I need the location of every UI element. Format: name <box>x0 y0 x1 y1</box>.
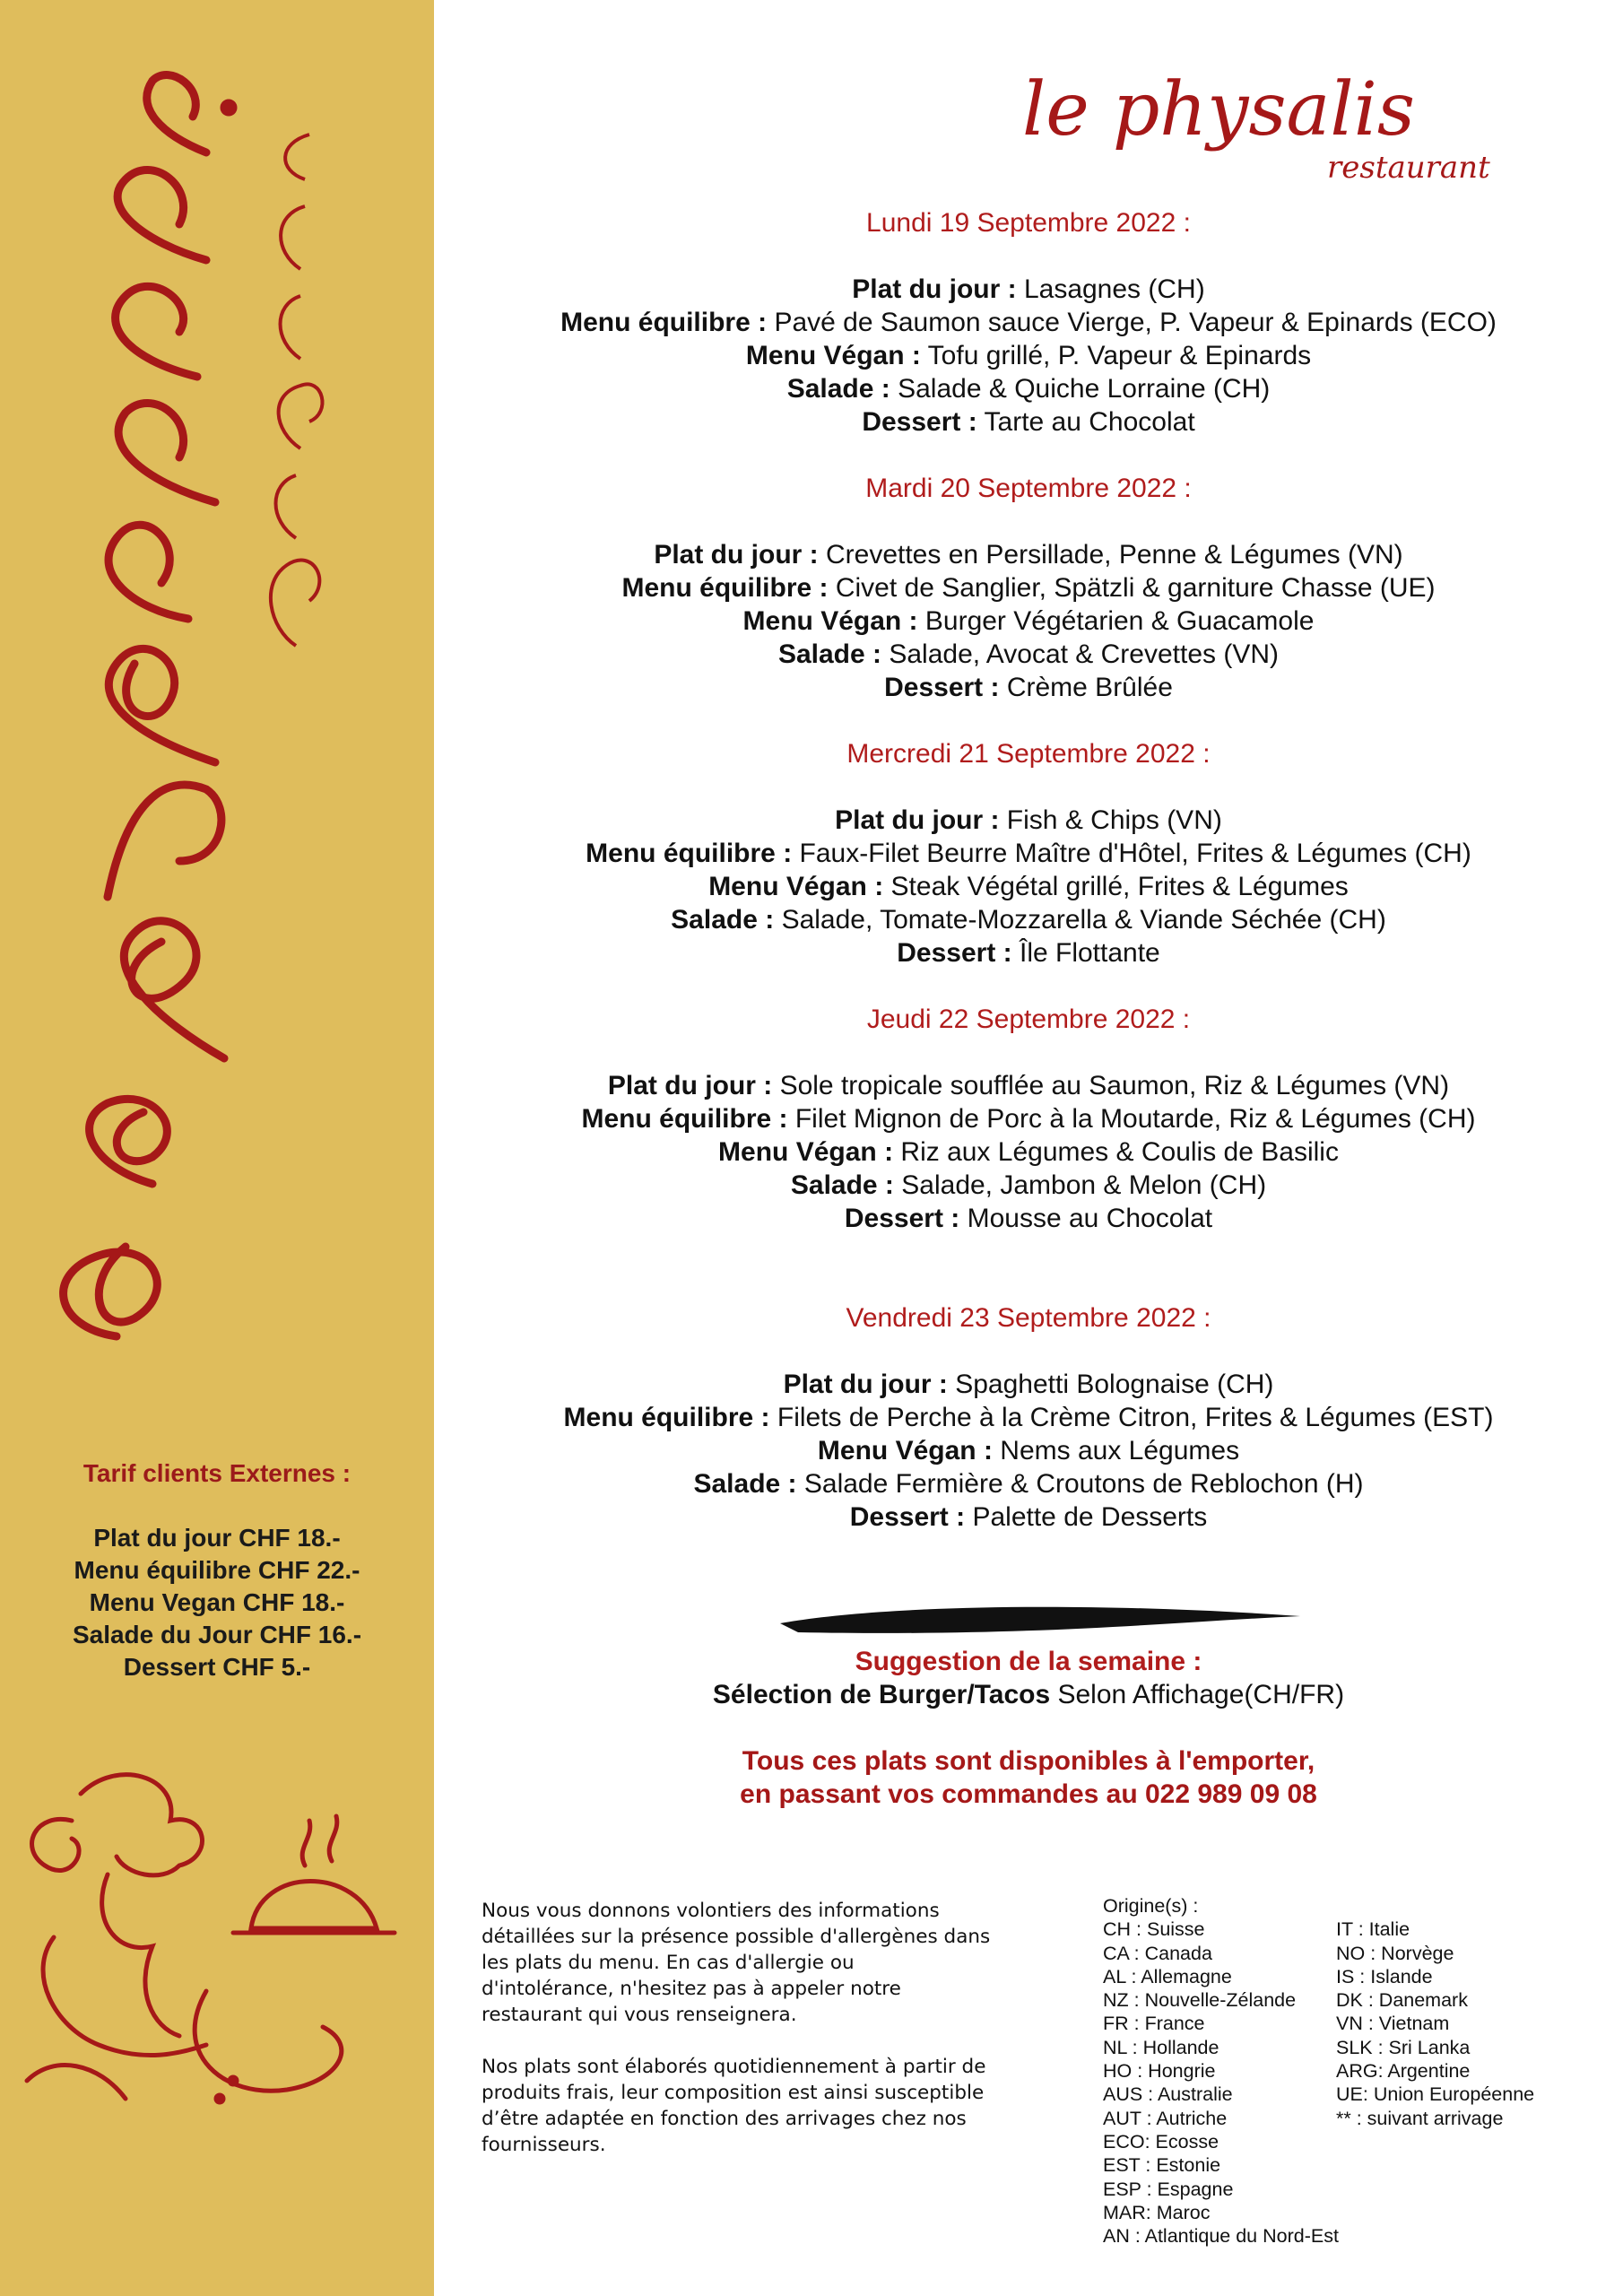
origin-item: EST : Estonie <box>1103 2154 1221 2177</box>
origin-item: CA : Canada <box>1103 1942 1212 1964</box>
item-label: Menu Végan : <box>742 606 918 636</box>
item-value: Île Flottante <box>1011 938 1160 968</box>
rate-salade: Salade du Jour CHF 16.- <box>72 1621 362 1648</box>
brand-logo <box>1004 63 1560 197</box>
menu-row <box>434 1434 1623 1467</box>
item-label: Salade : <box>777 639 882 669</box>
suggestion-label: Sélection de Burger/Tacos <box>712 1680 1051 1709</box>
item-label: Dessert : <box>849 1502 966 1532</box>
origin-item: SLK : Sri Lanka <box>1336 2036 1471 2058</box>
item-label: Salade : <box>671 905 775 935</box>
menu-row <box>434 1500 1623 1534</box>
day-tuesday <box>434 472 1623 704</box>
day-title: Mercredi 21 Septembre 2022 : <box>846 739 1211 769</box>
info-line: restaurant qui vous renseignera. <box>482 2004 797 2026</box>
item-value: Tarte au Chocolat <box>976 407 1195 437</box>
item-label: Menu Végan : <box>745 341 921 370</box>
menu-row <box>434 936 1623 970</box>
origin-item: NZ : Nouvelle-Zélande <box>1103 1989 1297 2012</box>
item-label: Salade : <box>786 374 890 404</box>
origin-item: AUS : Australie <box>1103 2083 1233 2106</box>
item-label: Salade : <box>693 1469 797 1499</box>
day-title: Mardi 20 Septembre 2022 : <box>865 474 1192 503</box>
fresh-products-paragraph <box>482 2054 1055 2158</box>
origins-title: Origine(s) : <box>1103 1895 1199 1917</box>
swash-divider <box>771 1596 1309 1650</box>
allergen-info <box>482 1898 1055 2184</box>
item-label: Menu équilibre : <box>563 1403 770 1432</box>
origin-item: NO : Norvège <box>1336 1942 1454 1964</box>
item-label: Menu équilibre : <box>560 308 768 337</box>
item-value: Faux-Filet Beurre Maître d'Hôtel, Frites & Légumes (CH) <box>792 839 1471 868</box>
rate-menu-vegan: Menu Vegan CHF 18.- <box>89 1588 345 1616</box>
day-monday <box>434 206 1623 439</box>
menu-row <box>434 1467 1623 1500</box>
item-value: Salade Fermière & Croutons de Reblochon (H) <box>796 1469 1364 1499</box>
item-value: Riz aux Légumes & Coulis de Basilic <box>893 1137 1339 1167</box>
item-value: Lasagnes (CH) <box>1016 274 1205 304</box>
menu-row <box>434 804 1623 837</box>
day-wednesday <box>434 737 1623 970</box>
external-rates-title: Tarif clients Externes : <box>82 1459 352 1487</box>
origin-item: ECO: Ecosse <box>1103 2130 1219 2152</box>
item-value: Spaghetti Bolognaise (CH) <box>947 1370 1274 1399</box>
item-value: Burger Végétarien & Guacamole <box>917 606 1315 636</box>
weekly-menu <box>434 206 1623 1534</box>
menu-row <box>434 870 1623 903</box>
info-line: d'intolérance, n'hesitez pas à appeler notre <box>482 1978 901 2000</box>
item-value: Sole tropicale soufflée au Saumon, Riz & Légumes (VN) <box>772 1071 1450 1100</box>
item-value: Filet Mignon de Porc à la Moutarde, Riz & Légumes (CH) <box>787 1104 1476 1134</box>
origin-item: NL : Hollande <box>1103 2036 1219 2058</box>
menu-row <box>434 638 1623 671</box>
origin-item: CH : Suisse <box>1103 1918 1205 1941</box>
item-label: Menu Végan : <box>718 1137 894 1167</box>
item-label: Menu équilibre : <box>586 839 793 868</box>
takeaway-line-2: en passant vos commandes au 022 989 09 08 <box>740 1779 1317 1809</box>
menu-row <box>434 1102 1623 1135</box>
brand-subtitle: restaurant <box>1327 150 1490 186</box>
takeaway-notice <box>434 1744 1623 1811</box>
item-label: Menu Végan : <box>817 1436 993 1465</box>
chef-illustration <box>0 1758 434 2135</box>
item-value: Pavé de Saumon sauce Vierge, P. Vapeur & Epinards (ECO) <box>767 308 1497 337</box>
item-value: Palette de Desserts <box>965 1502 1208 1532</box>
menu-row <box>434 671 1623 704</box>
item-label: Dessert : <box>897 938 1012 968</box>
origin-item: AUT : Autriche <box>1103 2107 1228 2129</box>
origin-item: ESP : Espagne <box>1103 2178 1234 2200</box>
item-label: Plat du jour : <box>852 274 1017 304</box>
rate-dessert: Dessert CHF 5.- <box>123 1653 311 1681</box>
item-value: Salade, Jambon & Melon (CH) <box>893 1170 1267 1200</box>
rate-plat: Plat du jour CHF 18.- <box>93 1524 341 1552</box>
allergen-paragraph <box>482 1898 1055 2028</box>
info-line: produits frais, leur composition est ainsi susceptible <box>482 2082 985 2104</box>
info-line: Nos plats sont élaborés quotidiennement à partir de <box>482 2056 986 2078</box>
item-value: Civet de Sanglier, Spätzli & garniture Chasse (UE) <box>828 573 1436 603</box>
menu-row <box>434 273 1623 306</box>
day-title: Lundi 19 Septembre 2022 : <box>866 208 1191 238</box>
menu-row <box>434 1169 1623 1202</box>
origin-item: ARG: Argentine <box>1336 2060 1471 2083</box>
item-value: Salade, Tomate-Mozzarella & Viande Séchée (CH) <box>774 905 1386 935</box>
rate-menu-equilibre: Menu équilibre CHF 22.- <box>74 1556 360 1584</box>
origins-column-1 <box>1103 1894 1339 2248</box>
item-value: Tofu grillé, P. Vapeur & Epinards <box>920 341 1312 370</box>
menu-row <box>434 306 1623 339</box>
origin-item: FR : France <box>1103 2013 1205 2035</box>
item-label: Dessert : <box>862 407 977 437</box>
menu-row <box>434 405 1623 439</box>
menu-row <box>434 604 1623 638</box>
takeaway-line-1: Tous ces plats sont disponibles à l'emporter, <box>742 1746 1315 1776</box>
day-title: Vendredi 23 Septembre 2022 : <box>846 1303 1211 1333</box>
day-friday <box>434 1301 1623 1534</box>
item-value: Salade & Quiche Lorraine (CH) <box>890 374 1271 404</box>
suggestion-value: Selon Affichage(CH/FR) <box>1050 1680 1345 1709</box>
item-label: Dessert : <box>844 1204 960 1233</box>
origin-item: HO : Hongrie <box>1103 2060 1216 2083</box>
day-thursday <box>434 1003 1623 1235</box>
menu-row <box>434 372 1623 405</box>
menu-row <box>434 1368 1623 1401</box>
item-label: Plat du jour : <box>835 805 1000 835</box>
origins-column-2 <box>1336 1918 1623 2130</box>
external-rates <box>0 1457 434 1683</box>
menu-row <box>434 1135 1623 1169</box>
menu-row <box>434 1069 1623 1102</box>
item-value: Filets de Perche à la Crème Citron, Frites & Légumes (EST) <box>769 1403 1494 1432</box>
item-value: Nems aux Légumes <box>992 1436 1240 1465</box>
vertical-logo <box>0 0 434 1435</box>
weekly-suggestion <box>434 1645 1623 1711</box>
item-value: Steak Végétal grillé, Frites & Légumes <box>883 872 1349 901</box>
item-label: Menu Végan : <box>708 872 884 901</box>
brand-name: le physalis <box>1022 67 1415 152</box>
info-line: Nous vous donnons volontiers des informations <box>482 1900 940 1922</box>
origin-item: MAR: Maroc <box>1103 2201 1211 2223</box>
menu-row <box>434 837 1623 870</box>
info-line: fournisseurs. <box>482 2134 606 2156</box>
origin-item: DK : Danemark <box>1336 1989 1468 2012</box>
origin-item: AL : Allemagne <box>1103 1965 1232 1987</box>
menu-row <box>434 339 1623 372</box>
menu-row <box>434 571 1623 604</box>
origin-item: IS : Islande <box>1336 1965 1433 1987</box>
day-title: Jeudi 22 Septembre 2022 : <box>866 1004 1191 1034</box>
origin-item: ** : suivant arrivage <box>1336 2107 1504 2129</box>
menu-row <box>434 903 1623 936</box>
item-value: Fish & Chips (VN) <box>999 805 1222 835</box>
suggestion-line <box>434 1678 1623 1711</box>
menu-row <box>434 538 1623 571</box>
info-line: d’être adaptée en fonction des arrivages chez nos <box>482 2108 967 2130</box>
item-label: Menu équilibre : <box>621 573 829 603</box>
item-label: Plat du jour : <box>607 1071 773 1100</box>
item-value: Crème Brûlée <box>999 673 1173 702</box>
item-value: Salade, Avocat & Crevettes (VN) <box>881 639 1280 669</box>
sidebar <box>0 0 434 2296</box>
info-line: les plats du menu. En cas d'allergie ou <box>482 1952 855 1974</box>
menu-row <box>434 1401 1623 1434</box>
origin-item: AN : Atlantique du Nord-Est <box>1103 2225 1339 2248</box>
origin-item: UE: Union Européenne <box>1336 2083 1535 2106</box>
origin-item: VN : Vietnam <box>1336 2013 1450 2035</box>
item-label: Salade : <box>790 1170 894 1200</box>
suggestion-title: Suggestion de la semaine : <box>855 1647 1202 1676</box>
item-label: Dessert : <box>884 673 1000 702</box>
item-value: Crevettes en Persillade, Penne & Légumes (VN) <box>818 540 1403 570</box>
item-label: Plat du jour : <box>783 1370 948 1399</box>
item-label: Plat du jour : <box>654 540 819 570</box>
info-line: détaillées sur la présence possible d'allergènes dans <box>482 1926 991 1948</box>
menu-row <box>434 1202 1623 1235</box>
origin-item: IT : Italie <box>1336 1918 1410 1941</box>
item-label: Menu équilibre : <box>581 1104 788 1134</box>
item-value: Mousse au Chocolat <box>959 1204 1213 1233</box>
